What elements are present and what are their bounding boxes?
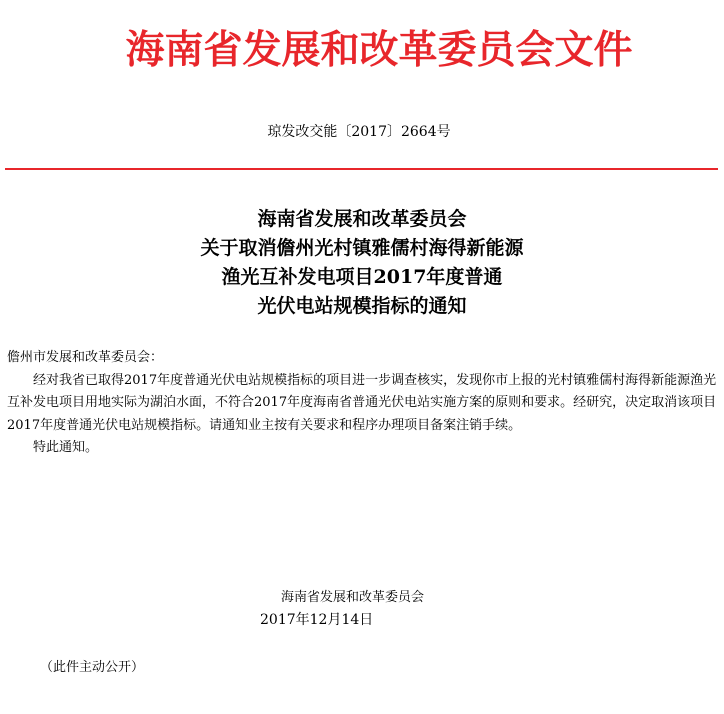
- notice-title: [0, 205, 724, 321]
- notice-body: [7, 347, 719, 460]
- publicity-note: （此件主动公开）: [40, 660, 145, 675]
- notice-title-line-3: 渔光互补发电项目2017年度普通: [221, 266, 503, 288]
- document-header-title: 海南省发展和改革委员会文件: [125, 27, 633, 73]
- body-paragraph: 经对我省已取得2017年度普通光伏电站规模指标的项目进一步调查核实，发现你市上报的光村镇雅儒村海得新能源渔光互补发电项目用地实际为湖泊水面，不符合2017年度海南省普通光伏电站实施方案的原则和要求。经研究，决定取消该项目2017年度普通光伏电站规模指标。请通知业主按有关要求和程序办理项目备案注销手续。: [7, 372, 717, 433]
- notice-title-line-2: 关于取消儋州光村镇雅儒村海得新能源: [200, 237, 524, 259]
- signature-date: 2017年12月14日: [260, 612, 374, 628]
- notice-title-line-1: 海南省发展和改革委员会: [257, 208, 467, 230]
- document-number: 琼发改交能〔2017〕2664号: [267, 124, 451, 140]
- notice-title-line-4: 光伏电站规模指标的通知: [257, 295, 467, 317]
- salutation: 儋州市发展和改革委员会：: [7, 350, 164, 365]
- closing-remark: 特此通知。: [33, 440, 99, 455]
- red-divider-line: [5, 168, 718, 170]
- signature-organization: 海南省发展和改革委员会: [281, 590, 425, 605]
